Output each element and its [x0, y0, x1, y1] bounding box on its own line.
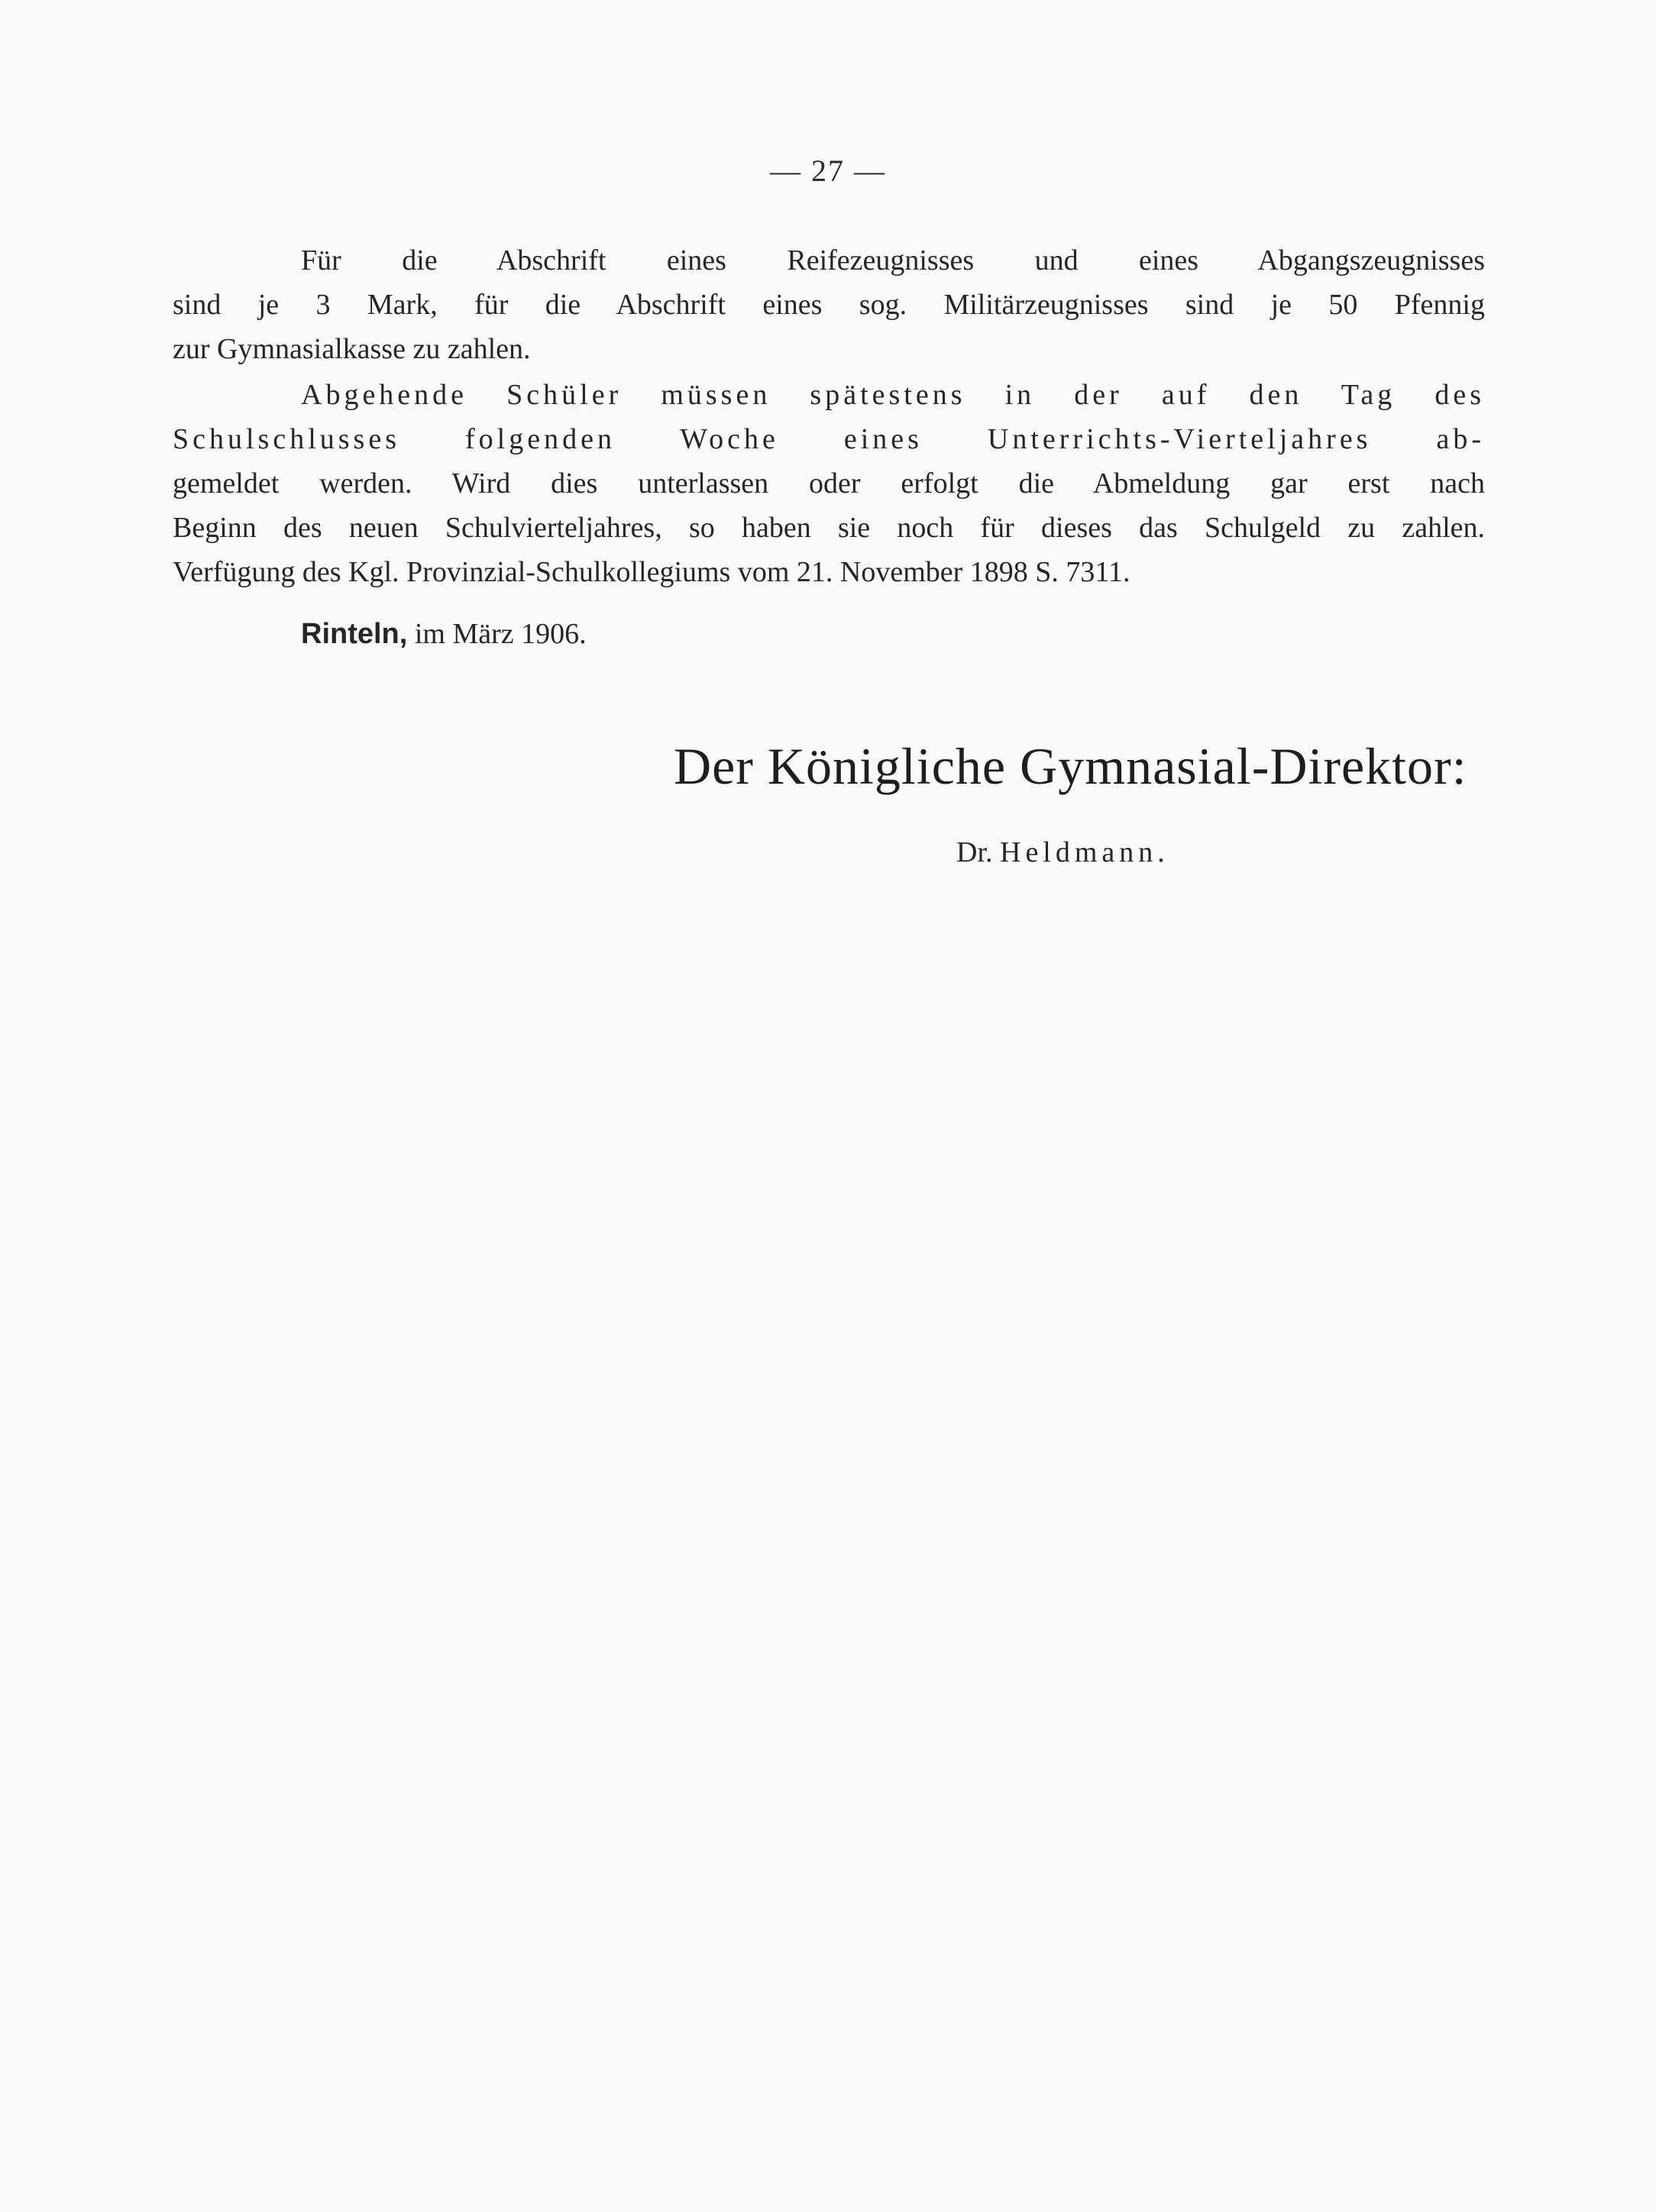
signature-name [956, 836, 1169, 869]
paragraph-line: Für die Abschrift eines Reifezeugnisses und eines Abgangszeugnisses [301, 244, 1485, 276]
paragraph-line: gemeldet werden. Wird dies unterlassen oder erfolgt die Abmeldung gar erst nach [173, 467, 1485, 500]
paragraph-line: Schulschlusses folgenden Woche eines Unterrichts-Vierteljahres ab- [173, 423, 1485, 455]
place-date-line [301, 617, 587, 651]
paragraph-fees [173, 238, 1485, 371]
date-text: im März 1906. [407, 618, 587, 650]
paragraph-line: zur Gymnasialkasse zu zahlen. [173, 333, 531, 365]
paragraph-line: Abgehende Schüler müssen spätestens in der auf den Tag des [301, 379, 1485, 411]
paragraph-withdrawal [173, 373, 1485, 594]
place-name: Rinteln, [301, 618, 408, 650]
paragraph-line: sind je 3 Mark, für die Abschrift eines sog. Militärzeugnisses sind je 50 Pfennig [173, 289, 1485, 321]
signature-surname: Heldmann. [1000, 836, 1169, 868]
signature-prefix: Dr. [956, 836, 1000, 868]
paragraph-line: Verfügung des Kgl. Provinzial-Schulkollegiums vom 21. November 1898 S. 7311. [173, 556, 1130, 588]
signature-title: Der Königliche Gymnasial-Direktor: [674, 737, 1467, 795]
page-number: — 27 — [770, 154, 886, 188]
paragraph-line: Beginn des neuen Schulvierteljahres, so haben sie noch für dieses das Schulgeld zu zahlen. [173, 512, 1485, 544]
